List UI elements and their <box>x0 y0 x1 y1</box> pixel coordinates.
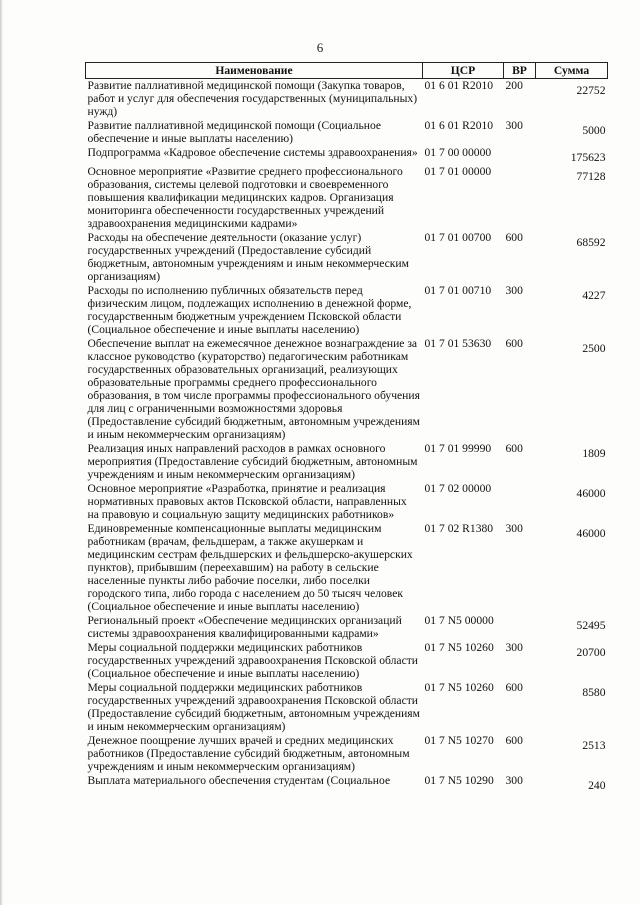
row-vr <box>504 146 536 165</box>
row-vr: 300 <box>505 522 523 535</box>
budget-table <box>85 62 608 793</box>
row-name: Меры социальной поддержки медицинских работников государственных учреждений здравоохранения Псковской области (Предоставление субсидий бюджетным, автономным учреждениям и иным некоммерческим организациям) <box>87 681 420 733</box>
row-vr: 300 <box>505 641 523 654</box>
row-name: Обеспечение выплат на ежемесячное денежное вознаграждение за классное руководство (кураторство) педагогическим работникам государственных образовательных организаций, реализующих образовательные программы среднего профессионального образования, в том числе программы профессионального обучения для лиц с ограниченными возможностями здоровья (Предоставление субсидий бюджетным, автономным учреждениям и иным некоммерческим организациям) <box>87 337 420 441</box>
row-sum: 175623 <box>570 151 606 164</box>
row-vr: 600 <box>505 681 523 694</box>
header-vr: ВР <box>504 63 536 79</box>
row-vr <box>504 165 536 231</box>
row-sum: 5000 <box>582 124 606 137</box>
row-vr: 600 <box>505 231 523 244</box>
table-row <box>86 734 608 774</box>
row-sum: 46000 <box>576 487 606 500</box>
table-row <box>86 165 608 231</box>
row-sum: 46000 <box>576 527 606 540</box>
table-row <box>86 522 608 614</box>
row-sum: 2500 <box>582 342 606 355</box>
table-row <box>86 79 608 120</box>
page-number: 6 <box>316 40 324 55</box>
row-name: Единовременные компенсационные выплаты медицинским работникам (врачам, фельдшерам, а также акушеркам и медицинским сестрам фельдшерских и фельдшерско-акушерских пунктов), прибывшим (переехавшим) на работу в сельские населенные пункты либо рабочие поселки, либо поселки городского типа, либо города с населением до 50 тысяч человек (Социальное обеспечение и иные выплаты населению) <box>87 522 413 613</box>
header-csr: ЦСР <box>423 63 504 79</box>
row-csr: 01 7 00 00000 <box>424 146 492 159</box>
row-name: Развитие паллиативной медицинской помощи (Социальное обеспечение и иные выплаты населению) <box>87 119 382 145</box>
table-row <box>86 681 608 734</box>
row-vr: 300 <box>505 284 523 297</box>
row-csr: 01 6 01 R2010 <box>424 79 494 92</box>
table-header <box>86 63 608 79</box>
row-csr: 01 7 N5 00000 <box>424 614 494 627</box>
row-sum: 4227 <box>582 289 606 302</box>
row-vr: 300 <box>505 119 523 132</box>
row-vr <box>504 482 536 522</box>
row-sum: 77128 <box>576 170 606 183</box>
row-name: Развитие паллиативной медицинской помощи (Закупка товаров, работ и услуг для обеспечения государственных (муниципальных) нужд) <box>87 79 418 118</box>
row-name: Меры социальной поддержки медицинских работников государственных учреждений здравоохранения Псковской области (Социальное обеспечение и иные выплаты населению) <box>87 641 418 680</box>
table-row <box>86 119 608 146</box>
row-csr: 01 7 01 00700 <box>424 231 492 244</box>
row-vr: 300 <box>505 774 523 787</box>
scan-edge <box>0 0 3 905</box>
row-csr: 01 7 01 53630 <box>424 337 492 350</box>
row-sum: 20700 <box>576 646 606 659</box>
row-name: Подпрограмма «Кадровое обеспечение системы здравоохранения» <box>87 146 418 159</box>
row-vr <box>504 614 536 641</box>
table-row <box>86 284 608 337</box>
header-sum: Сумма <box>536 63 608 79</box>
row-sum: 240 <box>588 779 606 792</box>
row-csr: 01 7 02 R1380 <box>424 522 494 535</box>
row-csr: 01 7 N5 10260 <box>424 641 494 654</box>
row-name: Денежное поощрение лучших врачей и средних медицинских работников (Предоставление субсидий бюджетным, автономным учреждениям и иным некоммерческим организациям) <box>87 734 410 773</box>
row-name: Региональный проект «Обеспечение медицинских организаций системы здравоохранения квалифицированными кадрами» <box>87 614 402 640</box>
table-row <box>86 337 608 442</box>
table-row <box>86 641 608 681</box>
row-csr: 01 7 01 99990 <box>424 442 492 455</box>
row-name: Расходы по исполнению публичных обязательств перед физическим лицом, подлежащих исполнению в денежной форме, государственным бюджетным учреждением Псковской области (Социальное обеспечение и иные выплаты населению) <box>87 284 412 336</box>
row-sum: 68592 <box>576 236 606 249</box>
row-name: Реализация иных направлений расходов в рамках основного мероприятия (Предоставление субсидий бюджетным, автономным учреждениям и иным некоммерческим организациям) <box>87 442 418 481</box>
row-csr: 01 6 01 R2010 <box>424 119 494 132</box>
row-vr: 200 <box>505 79 523 92</box>
row-name: Основное мероприятие «Разработка, принятие и реализация нормативных правовых актов Псковской области, направленных на правовую и социальную защиту медицинских работников» <box>87 482 407 521</box>
row-csr: 01 7 N5 10270 <box>424 734 494 747</box>
row-sum: 22752 <box>576 84 606 97</box>
row-csr: 01 7 01 00710 <box>424 284 492 297</box>
table-body <box>86 79 608 794</box>
row-csr: 01 7 N5 10290 <box>424 774 494 787</box>
row-name: Выплата материального обеспечения студентам (Социальное <box>87 774 391 787</box>
row-vr: 600 <box>505 337 523 350</box>
table-row <box>86 482 608 522</box>
table-row <box>86 442 608 482</box>
table-row <box>86 146 608 165</box>
row-vr: 600 <box>505 734 523 747</box>
table-row <box>86 614 608 641</box>
row-name: Основное мероприятие «Развитие среднего профессионального образования, системы целевой подготовки и своевременного повышения квалификации медицинских кадров. Организация мониторинга обеспеченности государственных учреждений здравоохранения медицинскими кадрами» <box>87 165 403 230</box>
row-sum: 2513 <box>582 739 606 752</box>
header-name: Наименование <box>86 63 423 79</box>
row-csr: 01 7 01 00000 <box>424 165 492 178</box>
row-sum: 8580 <box>582 686 606 699</box>
table-row <box>86 774 608 793</box>
row-csr: 01 7 02 00000 <box>424 482 492 495</box>
row-csr: 01 7 N5 10260 <box>424 681 494 694</box>
table-row <box>86 231 608 284</box>
row-vr: 600 <box>505 442 523 455</box>
row-sum: 52495 <box>576 619 606 632</box>
row-sum: 1809 <box>582 447 606 460</box>
row-name: Расходы на обеспечение деятельности (оказание услуг) государственных учреждений (Предоставление субсидий бюджетным, автономным учреждениям и иным некоммерческим организациям) <box>87 231 409 283</box>
